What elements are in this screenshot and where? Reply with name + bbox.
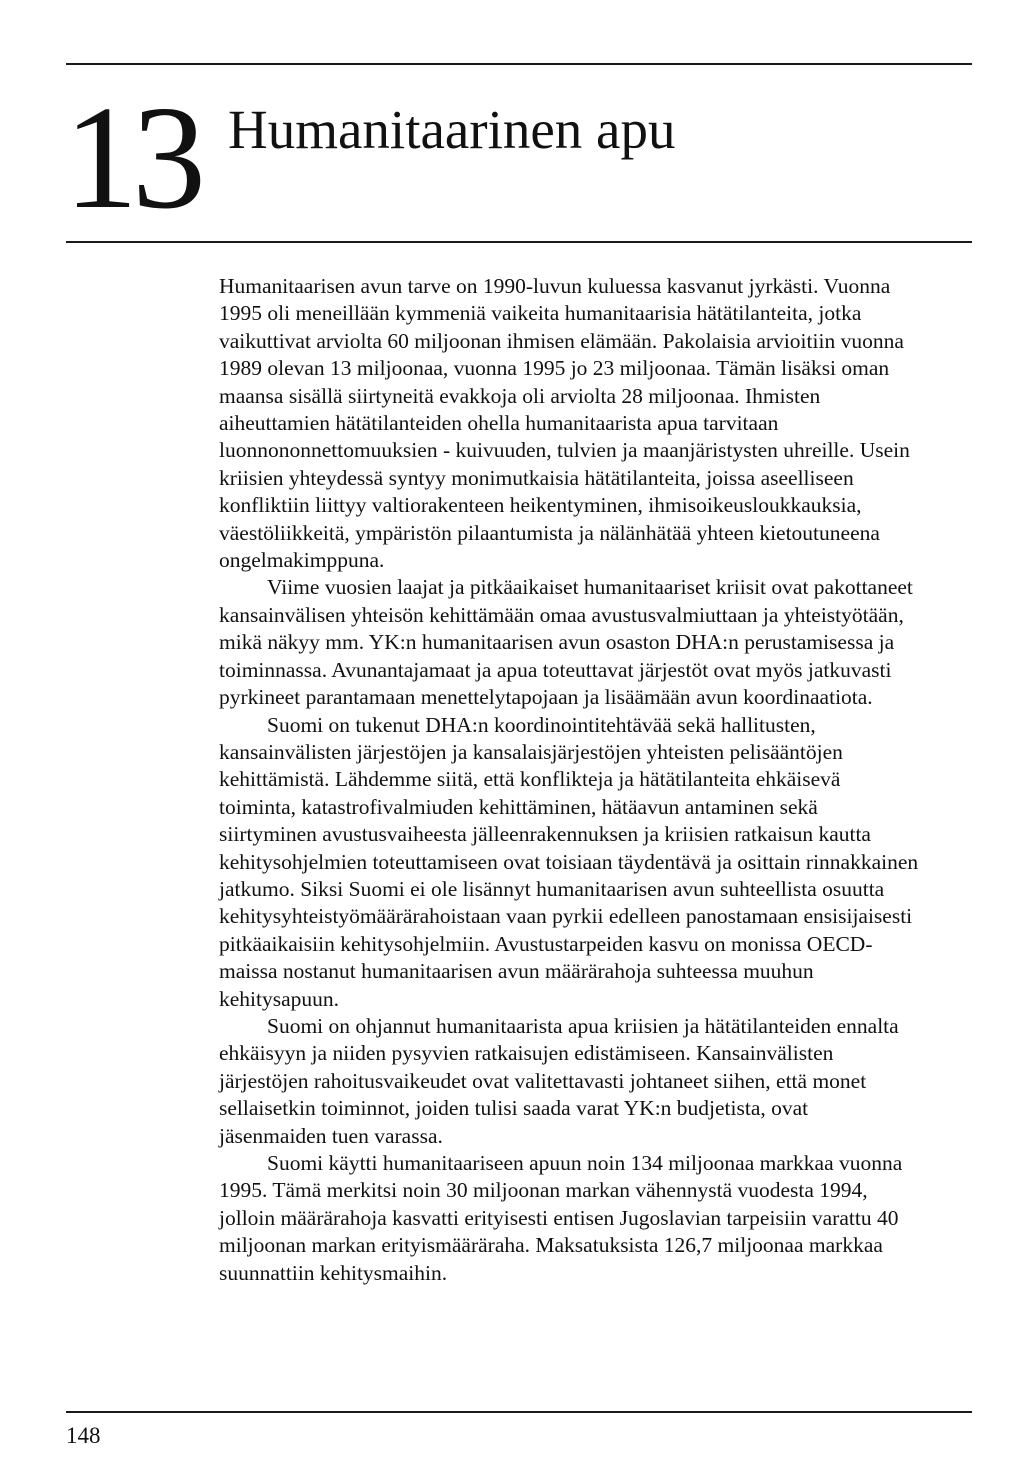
header-rule bbox=[66, 241, 972, 243]
paragraph: Viime vuosien laajat ja pitkäaikaiset humanitaariset kriisit ovat pakottaneet kansainvälisen yhteisön kehittämään omaa avustusvalmiuttaan ja yhteistyötään, mikä näkyy mm. YK:n humanitaarisen avun osaston DHA:n perustamisessa ja toiminnassa. Avunantajamaat ja apua toteuttavat järjestöt ovat myös jatkuvasti pyrkineet parantamaan menettelytapojaan ja lisäämään avun koordinaatiota. bbox=[219, 575, 913, 710]
paragraph: Humanitaarisen avun tarve on 1990-luvun kuluessa kasvanut jyrkästi. Vuonna 1995 oli meneillään kymmeniä vaikeita humanitaarisia hätätilanteita, jotka vaikuttivat arviolta 60 miljoonan ihmisen elämään. Pakolaisia arvioitiin vuonna 1989 olevan 13 miljoonaa, vuonna 1995 jo 23 miljoonaa. Tämän lisäksi oman maansa sisällä siirtyneitä evakkoja oli arviolta 28 miljoonaa. Ihmisten aiheuttamien hätätilanteiden ohella humanitaarista apua tarvitaan luonnononnettomuuksien - kuivuuden, tulvien ja maanjäristysten uhreille. Usein kriisien yhteydessä syntyy monimutkaisia hätätilanteita, joissa aseelliseen konfliktiin liittyy valtiorakenteen heikentyminen, ihmisoikeusloukkauksia, väestöliikkeitä, ympäristön pilaantumista ja nälänhätää yhteen kietoutuneena ongelmakimppuna. bbox=[219, 274, 910, 573]
body-text bbox=[219, 273, 919, 1287]
paragraph: Suomi käytti humanitaariseen apuun noin 134 miljoonaa markkaa vuonna 1995. Tämä merkitsi noin 30 miljoonan markan vähennystä vuodesta 1994, jolloin määrärahoja kasvatti erityisesti entisen Jugoslavian tarpeisiin varattu 40 miljoonan markan erityismääräraha. Maksatuksista 126,7 miljoonaa markkaa suunnattiin kehitysmaihin. bbox=[219, 1151, 903, 1285]
top-rule bbox=[66, 63, 972, 65]
chapter-number: 13 bbox=[64, 76, 200, 240]
paragraph: Suomi on tukenut DHA:n koordinointitehtävää sekä hallitusten, kansainvälisten järjestöjen ja kansalaisjärjestöjen yhteisten pelisääntöjen kehittämistä. Lähdemme siitä, että konflikteja ja hätätilanteita ehkäisevä toiminta, katastrofivalmiuden kehittäminen, hätäavun antaminen sekä siirtyminen avustusvaiheesta jälleenrakennuksen ja kriisien ratkaisun kautta kehitysohjelmien toteuttamiseen ovat toisiaan täydentävä ja osittain rinnakkainen jatkumo. Siksi Suomi ei ole lisännyt humanitaarisen avun suhteellista osuutta kehitysyhteistyömäärärahoistaan vaan pyrkii edelleen panostamaan ensisijaisesti pitkäaikaisiin kehitysohjelmiin. Avustustarpeiden kasvu on monissa OECD-maissa nostanut humanitaarisen avun määrärahoja suhteessa muuhun kehitysapuun. bbox=[219, 712, 919, 1011]
page-number: 148 bbox=[66, 1423, 101, 1448]
chapter-title: Humanitaarinen apu bbox=[228, 99, 676, 160]
paragraph: Suomi on ohjannut humanitaarista apua kriisien ja hätätilanteiden ennalta ehkäisyyn ja niiden pysyvien ratkaisujen edistämiseen. Kansainvälisten järjestöjen rahoitusvaikeudet ovat valitettavasti johtaneet siihen, että monet sellaisetkin toiminnot, joiden tulisi saada varat YK:n budjetista, ovat jäsenmaiden tuen varassa. bbox=[219, 1013, 899, 1148]
footer-rule bbox=[66, 1411, 972, 1413]
